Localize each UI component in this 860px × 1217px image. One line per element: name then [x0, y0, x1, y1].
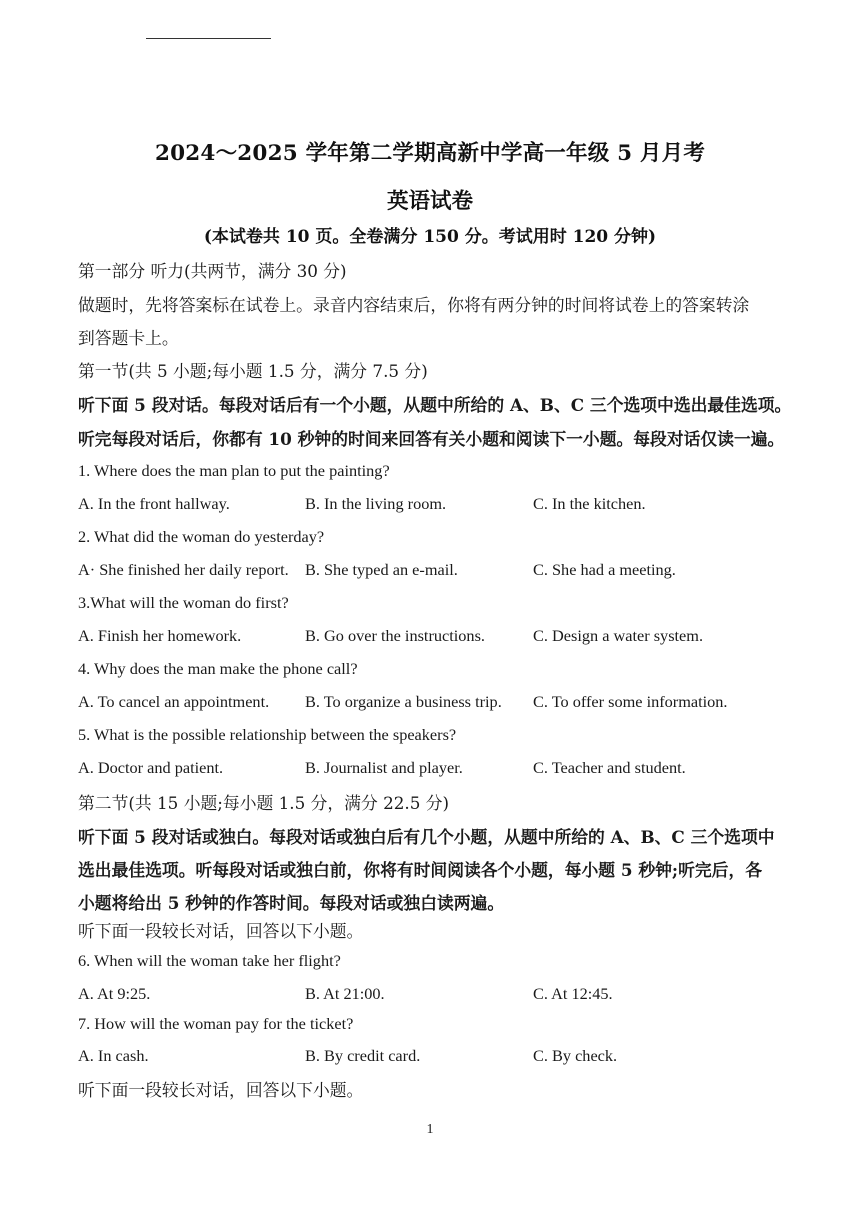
question-4-option-c: C. To offer some information. — [533, 692, 728, 711]
question-6-option-a: A. At 9:25. — [78, 984, 151, 1003]
section1-instruction-line-2: 听完每段对话后，你都有 10 秒钟的时间来回答有关小题和阅读下一小题。每段对话仅读一遍。 — [78, 429, 785, 449]
question-6-option-b: B. At 21:00. — [305, 984, 385, 1003]
part1-instruction-line-1: 做题时，先将答案标在试卷上。录音内容结束后，你将有两分钟的时间将试卷上的答案转涂 — [78, 295, 750, 315]
section2-heading: 第二节(共 15 小题;每小题 1.5 分，满分 22.5 分) — [78, 793, 450, 813]
question-1: 1. Where does the man plan to put the painting? — [78, 461, 390, 480]
question-4-option-a: A. To cancel an appointment. — [78, 692, 270, 711]
question-6-option-c: C. At 12:45. — [533, 984, 613, 1003]
question-2-option-c: C. She had a meeting. — [533, 560, 676, 579]
question-6: 6. When will the woman take her flight? — [78, 951, 341, 970]
question-2-option-a: A· She finished her daily report. — [78, 560, 289, 579]
question-4: 4. Why does the man make the phone call? — [78, 659, 358, 678]
question-5-option-c: C. Teacher and student. — [533, 758, 686, 777]
page-number: 1 — [426, 1122, 434, 1137]
section2-lead-1: 听下面一段较长对话，回答以下小题。 — [78, 921, 364, 941]
question-3-option-b: B. Go over the instructions. — [305, 626, 485, 645]
question-7-option-c: C. By check. — [533, 1046, 618, 1065]
question-3: 3.What will the woman do first? — [78, 593, 289, 612]
question-5: 5. What is the possible relationship between the speakers? — [78, 725, 457, 744]
part1-instruction-line-2: 到答题卡上。 — [78, 328, 179, 348]
section1-heading: 第一节(共 5 小题;每小题 1.5 分，满分 7.5 分) — [78, 361, 428, 381]
question-4-option-b: B. To organize a business trip. — [305, 692, 502, 711]
question-1-option-b: B. In the living room. — [305, 494, 447, 513]
question-2: 2. What did the woman do yesterday? — [78, 527, 325, 546]
top-rule — [146, 38, 271, 39]
question-7-option-a: A. In cash. — [78, 1046, 149, 1065]
question-1-option-a: A. In the front hallway. — [78, 494, 230, 513]
question-2-option-b: B. She typed an e-mail. — [305, 560, 458, 579]
section2-instruction-line-2: 选出最佳选项。听每段对话或独白前，你将有时间阅读各个小题，每小题 5 秒钟;听完后，各 — [78, 860, 763, 880]
question-3-option-a: A. Finish her homework. — [78, 626, 242, 645]
section1-instruction-line-1: 听下面 5 段对话。每段对话后有一个小题，从题中所给的 A、B、C 三个选项中选出最佳选项。 — [78, 395, 792, 415]
question-5-option-a: A. Doctor and patient. — [78, 758, 224, 777]
exam-info: (本试卷共 10 页。全卷满分 150 分。考试用时 120 分钟) — [203, 227, 657, 247]
question-7-option-b: B. By credit card. — [305, 1046, 421, 1065]
question-1-option-c: C. In the kitchen. — [533, 494, 646, 513]
question-5-option-b: B. Journalist and player. — [305, 758, 463, 777]
section2-instruction-line-3: 小题将给出 5 秒钟的作答时间。每段对话或独白读两遍。 — [78, 893, 505, 913]
question-3-option-c: C. Design a water system. — [533, 626, 704, 645]
exam-subject: 英语试卷 — [386, 189, 473, 214]
section2-lead-2: 听下面一段较长对话，回答以下小题。 — [78, 1080, 364, 1100]
part1-heading: 第一部分 听力(共两节，满分 30 分) — [78, 261, 347, 281]
section2-instruction-line-1: 听下面 5 段对话或独白。每段对话或独白后有几个小题，从题中所给的 A、B、C 三个选项中 — [78, 827, 775, 847]
exam-title: 2024～2025 学年第二学期高新中学高一年级 5 月月考 — [154, 141, 706, 166]
question-7: 7. How will the woman pay for the ticket? — [78, 1014, 354, 1033]
